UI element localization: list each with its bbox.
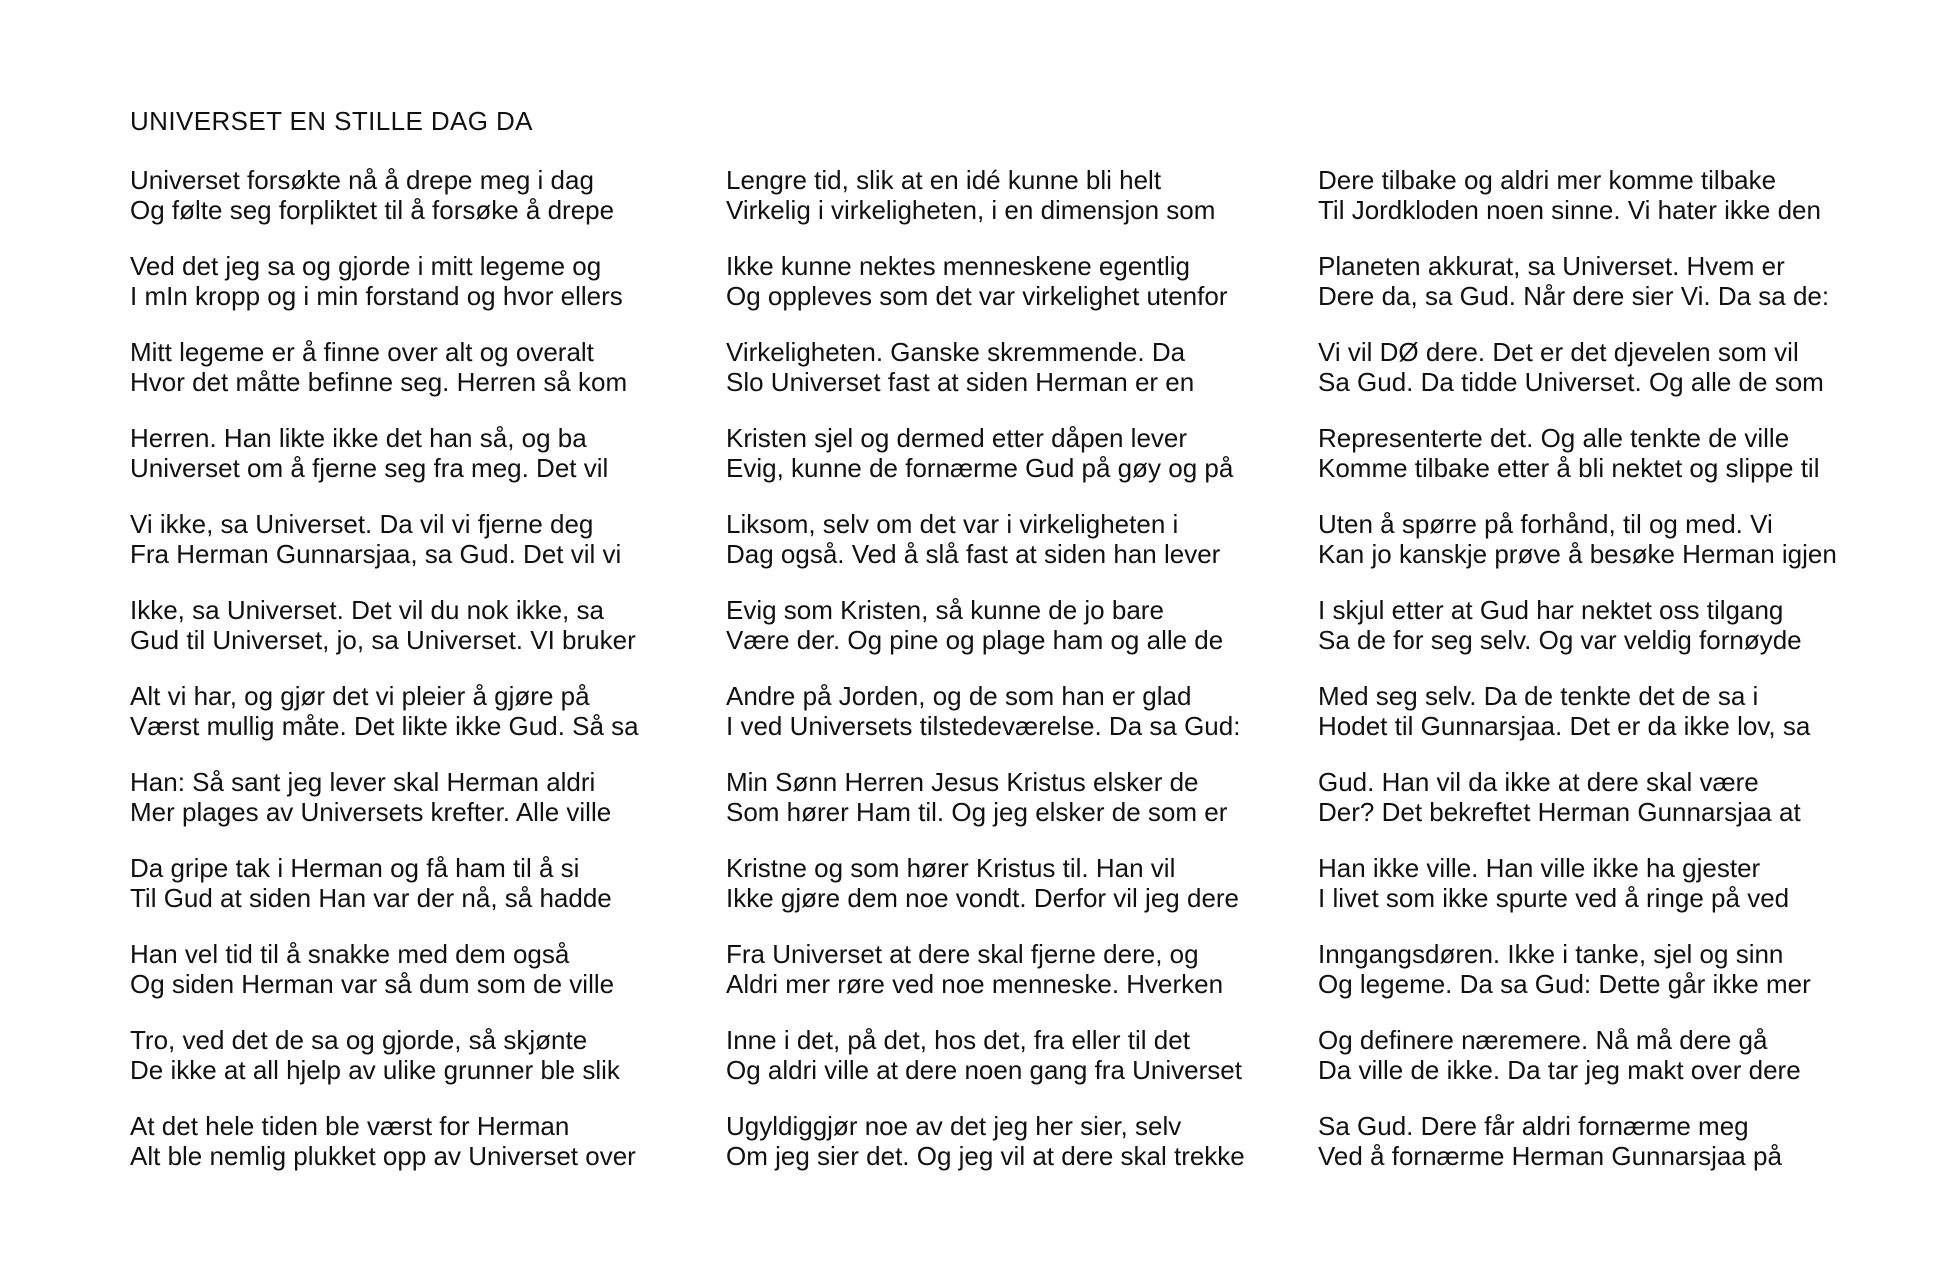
poem-line: Ikke, sa Universet. Det vil du nok ikke, sa <box>130 595 604 625</box>
poem-line: Der? Det bekreftet Herman Gunnarsjaa at <box>1318 797 1801 827</box>
poem-line: Sa Gud. Da tidde Universet. Og alle de som <box>1318 367 1824 397</box>
poem-line: Han ikke ville. Han ville ikke ha gjester <box>1318 853 1761 883</box>
poem-line: Evig som Kristen, så kunne de jo bare <box>726 595 1164 625</box>
poem-stanza <box>726 509 1316 569</box>
poem-stanza <box>726 251 1316 311</box>
poem-stanza <box>1318 1025 1908 1085</box>
poem-line: Til Jordkloden noen sinne. Vi hater ikke den <box>1318 195 1821 225</box>
poem-line: Og aldri ville at dere noen gang fra Universet <box>726 1055 1242 1085</box>
poem-line: Da ville de ikke. Da tar jeg makt over dere <box>1318 1055 1801 1085</box>
poem-line: Mer plages av Universets krefter. Alle ville <box>130 797 612 827</box>
poem-line: Vi vil DØ dere. Det er det djevelen som vil <box>1318 337 1799 367</box>
poem-line: Universet om å fjerne seg fra meg. Det vil <box>130 453 609 483</box>
poem-stanza <box>130 337 720 397</box>
poem-line: Og siden Herman var så dum som de ville <box>130 969 615 999</box>
poem-line: Til Gud at siden Han var der nå, så hadde <box>130 883 612 913</box>
poem-line: Lengre tid, slik at en idé kunne bli helt <box>726 165 1162 195</box>
poem-line: Og legeme. Da sa Gud: Dette går ikke mer <box>1318 969 1811 999</box>
poem-stanza <box>130 939 720 999</box>
poem-line: Sa Gud. Dere får aldri fornærme meg <box>1318 1111 1749 1141</box>
poem-line: Alt vi har, og gjør det vi pleier å gjøre på <box>130 681 590 711</box>
poem-line: Og oppleves som det var virkelighet utenfor <box>726 281 1228 311</box>
poem-stanza <box>1318 251 1908 311</box>
poem-line: Fra Herman Gunnarsjaa, sa Gud. Det vil vi <box>130 539 622 569</box>
poem-line: Ved å fornærme Herman Gunnarsjaa på <box>1318 1141 1782 1171</box>
poem-stanza <box>130 595 720 655</box>
poem-line: Mitt legeme er å finne over alt og overalt <box>130 337 594 367</box>
poem-title: UNIVERSET EN STILLE DAG DA <box>130 106 533 136</box>
poem-stanza <box>1318 939 1908 999</box>
poem-line: Med seg selv. Da de tenkte det de sa i <box>1318 681 1759 711</box>
poem-stanza <box>130 251 720 311</box>
poem-stanza <box>726 939 1316 999</box>
poem-line: Representerte det. Og alle tenkte de ville <box>1318 423 1790 453</box>
poem-line: I skjul etter at Gud har nektet oss tilgang <box>1318 595 1784 625</box>
poem-line: Virkeligheten. Ganske skremmende. Da <box>726 337 1186 367</box>
poem-line: Ikke gjøre dem noe vondt. Derfor vil jeg dere <box>726 883 1240 913</box>
poem-stanza <box>1318 337 1908 397</box>
poem-line: I ved Universets tilstedeværelse. Da sa Gud: <box>726 711 1241 741</box>
poem-line: Herren. Han likte ikke det han så, og ba <box>130 423 587 453</box>
poem-line: Planeten akkurat, sa Universet. Hvem er <box>1318 251 1785 281</box>
poem-line: Gud til Universet, jo, sa Universet. VI bruker <box>130 625 636 655</box>
poem-stanza <box>1318 423 1908 483</box>
poem-line: Hvor det måtte befinne seg. Herren så kom <box>130 367 628 397</box>
poem-line: Inngangsdøren. Ikke i tanke, sjel og sinn <box>1318 939 1784 969</box>
poem-stanza <box>1318 1111 1908 1171</box>
poem-column-1 <box>130 165 720 1197</box>
poem-stanza <box>726 165 1316 225</box>
poem-line: Alt ble nemlig plukket opp av Universet over <box>130 1141 636 1171</box>
poem-line: Han vel tid til å snakke med dem også <box>130 939 570 969</box>
poem-line: I mIn kropp og i min forstand og hvor ellers <box>130 281 623 311</box>
poem-line: Vi ikke, sa Universet. Da vil vi fjerne deg <box>130 509 594 539</box>
poem-line: Liksom, selv om det var i virkeligheten i <box>726 509 1179 539</box>
poem-column-2 <box>726 165 1316 1197</box>
poem-line: Da gripe tak i Herman og få ham til å si <box>130 853 580 883</box>
poem-stanza <box>726 1111 1316 1171</box>
poem-stanza <box>1318 595 1908 655</box>
poem-stanza <box>726 423 1316 483</box>
poem-column-3 <box>1318 165 1908 1197</box>
poem-stanza <box>130 1111 720 1171</box>
poem-stanza <box>130 681 720 741</box>
poem-line: Uten å spørre på forhånd, til og med. Vi <box>1318 509 1773 539</box>
poem-line: Slo Universet fast at siden Herman er en <box>726 367 1195 397</box>
poem-line: Dere da, sa Gud. Når dere sier Vi. Da sa de: <box>1318 281 1830 311</box>
poem-line: Inne i det, på det, hos det, fra eller til det <box>726 1025 1190 1055</box>
poem-line: Komme tilbake etter å bli nektet og slippe til <box>1318 453 1820 483</box>
poem-stanza <box>130 423 720 483</box>
poem-stanza <box>726 853 1316 913</box>
poem-stanza <box>1318 509 1908 569</box>
poem-line: Dere tilbake og aldri mer komme tilbake <box>1318 165 1777 195</box>
poem-stanza <box>726 595 1316 655</box>
poem-line: Ved det jeg sa og gjorde i mitt legeme og <box>130 251 602 281</box>
poem-line: Dag også. Ved å slå fast at siden han lever <box>726 539 1221 569</box>
poem-stanza <box>726 337 1316 397</box>
poem-stanza <box>726 1025 1316 1085</box>
poem-line: Andre på Jorden, og de som han er glad <box>726 681 1192 711</box>
poem-line: Ikke kunne nektes menneskene egentlig <box>726 251 1190 281</box>
poem-line: I livet som ikke spurte ved å ringe på ved <box>1318 883 1790 913</box>
poem-stanza <box>726 681 1316 741</box>
poem-line: Ugyldiggjør noe av det jeg her sier, selv <box>726 1111 1182 1141</box>
poem-line: Kristen sjel og dermed etter dåpen lever <box>726 423 1188 453</box>
poem-stanza <box>130 509 720 569</box>
poem-line: Sa de for seg selv. Og var veldig fornøyde <box>1318 625 1802 655</box>
poem-line: Min Sønn Herren Jesus Kristus elsker de <box>726 767 1199 797</box>
poem-line: Værst mullig måte. Det likte ikke Gud. Så sa <box>130 711 639 741</box>
poem-line: Hodet til Gunnarsjaa. Det er da ikke lov, sa <box>1318 711 1811 741</box>
poem-line: De ikke at all hjelp av ulike grunner ble slik <box>130 1055 620 1085</box>
poem-stanza <box>1318 681 1908 741</box>
poem-line: Og definere næremere. Nå må dere gå <box>1318 1025 1768 1055</box>
poem-line: Som hører Ham til. Og jeg elsker de som er <box>726 797 1228 827</box>
poem-stanza <box>1318 767 1908 827</box>
poem-stanza <box>130 853 720 913</box>
poem-line: Kan jo kanskje prøve å besøke Herman igjen <box>1318 539 1837 569</box>
poem-line: Virkelig i virkeligheten, i en dimensjon som <box>726 195 1216 225</box>
poem-line: Han: Så sant jeg lever skal Herman aldri <box>130 767 596 797</box>
poem-line: Gud. Han vil da ikke at dere skal være <box>1318 767 1759 797</box>
poem-line: Være der. Og pine og plage ham og alle de <box>726 625 1224 655</box>
poem-line: Kristne og som hører Kristus til. Han vil <box>726 853 1176 883</box>
poem-line: Aldri mer røre ved noe menneske. Hverken <box>726 969 1224 999</box>
poem-line: At det hele tiden ble værst for Herman <box>130 1111 570 1141</box>
poem-line: Og følte seg forpliktet til å forsøke å drepe <box>130 195 615 225</box>
poem-stanza <box>1318 853 1908 913</box>
poem-line: Om jeg sier det. Og jeg vil at dere skal trekke <box>726 1141 1245 1171</box>
poem-stanza <box>130 767 720 827</box>
poem-line: Fra Universet at dere skal fjerne dere, og <box>726 939 1199 969</box>
poem-stanza <box>130 165 720 225</box>
poem-stanza <box>130 1025 720 1085</box>
poem-stanza <box>726 767 1316 827</box>
poem-line: Evig, kunne de fornærme Gud på gøy og på <box>726 453 1234 483</box>
poem-line: Universet forsøkte nå å drepe meg i dag <box>130 165 594 195</box>
poem-line: Tro, ved det de sa og gjorde, så skjønte <box>130 1025 588 1055</box>
poem-stanza <box>1318 165 1908 225</box>
